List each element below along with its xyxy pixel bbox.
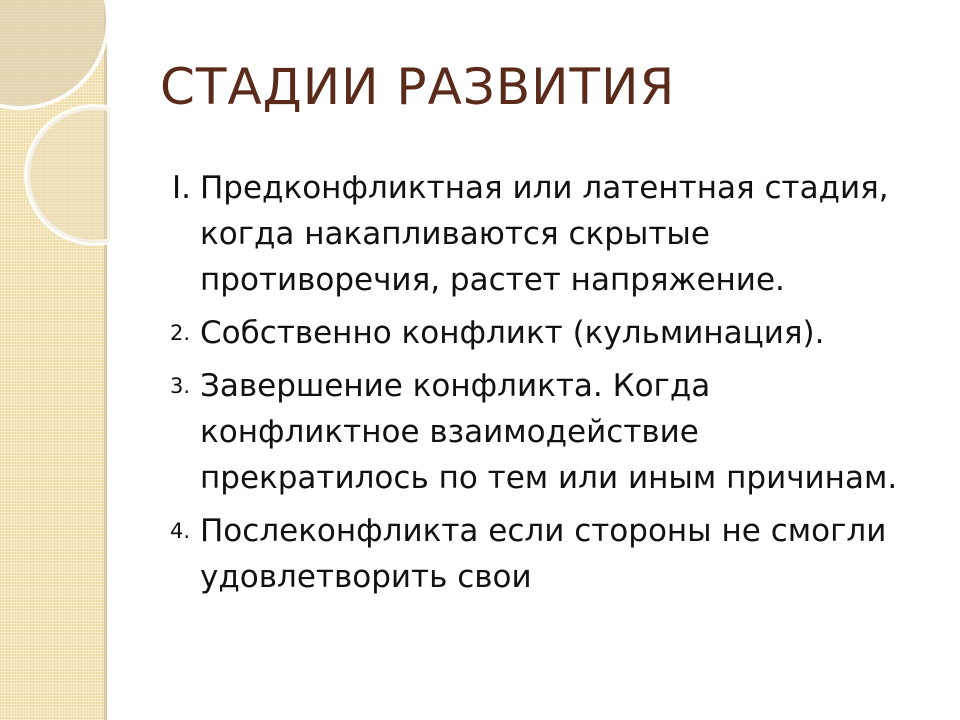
list-item-text: Завершение конфликта. Когда конфликтное взаимодействие прекратилось по тем или иным причинам.: [200, 368, 898, 496]
list-item: [170, 363, 930, 501]
list-item-number: 3.: [170, 374, 191, 398]
list-item: [170, 165, 930, 303]
list-item: [170, 310, 930, 356]
list-item-text: Послеконфликта если стороны не смогли удовлетворить свои: [200, 513, 887, 595]
list-item-number: 2.: [170, 321, 191, 345]
slide-title: СТАДИИ РАЗВИТИЯ: [160, 58, 676, 116]
list-item-text: Собственно конфликт (кульминация).: [200, 315, 825, 351]
list-item: [170, 508, 930, 600]
list-item-number: 4.: [170, 519, 191, 543]
decorative-circles-ornament: [0, 0, 110, 260]
list-item-text: Предконфликтная или латентная стадия, когда накапливаются скрытые противоречия, растет напряжение.: [200, 170, 889, 298]
stages-list: [170, 165, 930, 607]
list-item-number: I.: [172, 170, 191, 206]
